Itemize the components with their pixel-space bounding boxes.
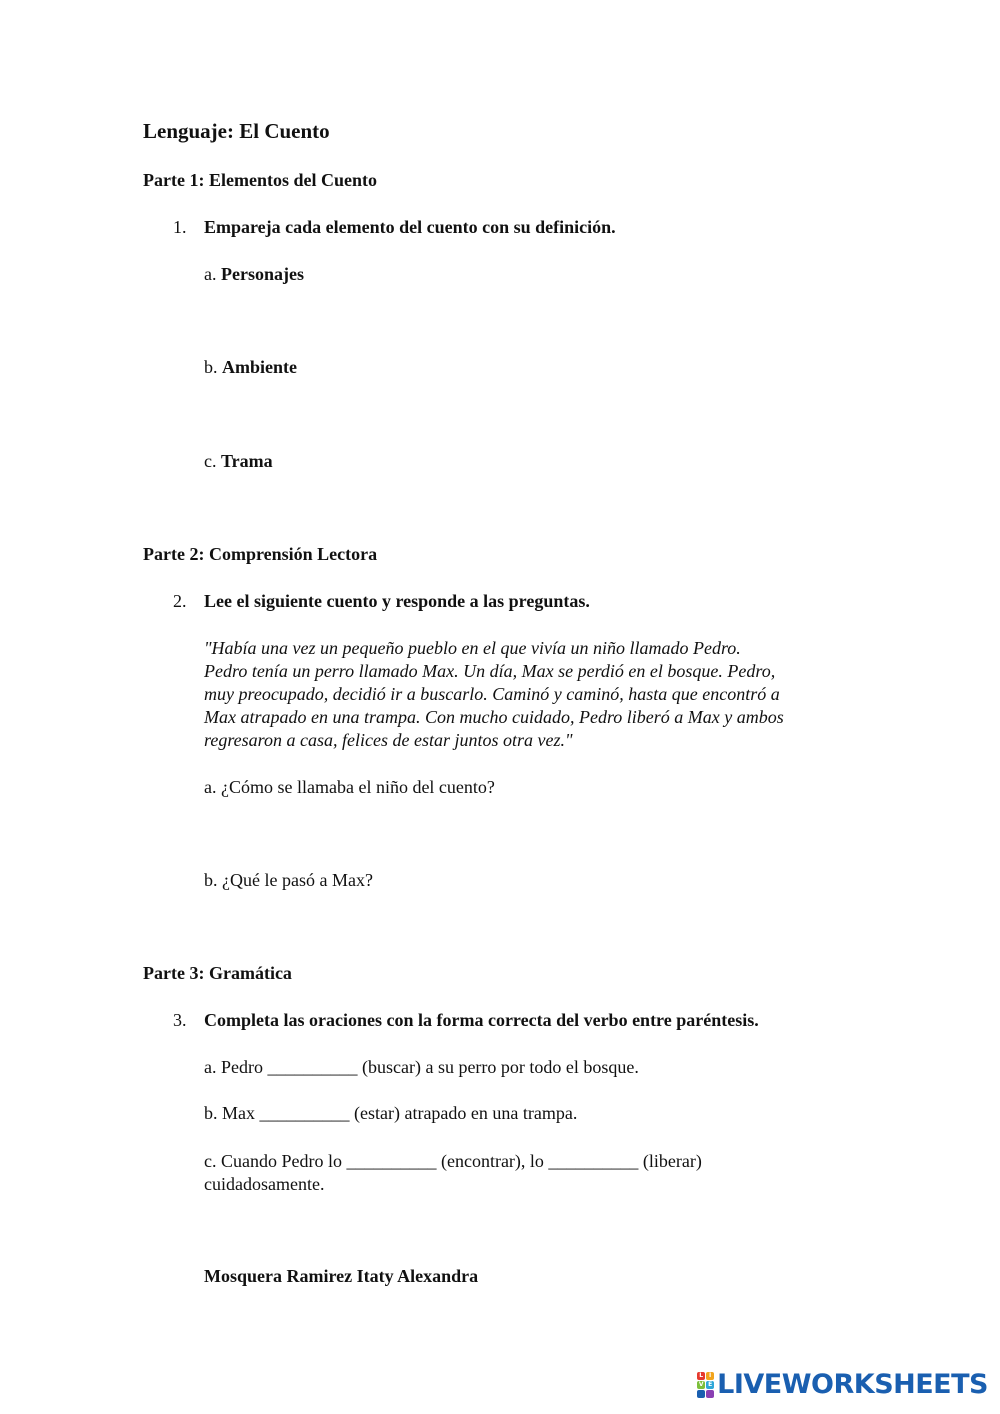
q3-prompt: Completa las oraciones con la forma correcta del verbo entre paréntesis. — [204, 1010, 759, 1030]
logo-mark-cell — [706, 1390, 714, 1398]
q2-prompt: Lee el siguiente cuento y responde a las preguntas. — [204, 591, 590, 611]
part3-heading: Parte 3: Gramática — [143, 963, 292, 983]
q1-item-term: Trama — [221, 451, 273, 471]
q1-item-letter: b. — [204, 357, 218, 377]
story-line: muy preocupado, decidió ir a buscarlo. Caminó y caminó, hasta que encontró a — [204, 684, 780, 704]
q1-number: 1. — [173, 217, 187, 237]
logo-mark-cell: I — [706, 1372, 714, 1380]
logo-text: LIVEWORKSHEETS — [717, 1369, 988, 1400]
q1-item-trama — [204, 451, 273, 472]
q3-sentence-c — [204, 1150, 702, 1196]
q1-prompt: Empareja cada elemento del cuento con su definición. — [204, 217, 616, 237]
q1-item-term: Ambiente — [222, 357, 297, 377]
logo-mark-cell — [697, 1390, 705, 1398]
logo-mark-cell: V — [698, 1380, 704, 1388]
q3-sentence-b: b. Max __________ (estar) atrapado en una trampa. — [204, 1103, 578, 1123]
q2-question-a: a. ¿Cómo se llamaba el niño del cuento? — [204, 777, 495, 797]
author-name: Mosquera Ramirez Itaty Alexandra — [204, 1266, 479, 1286]
q1-item-ambiente — [204, 357, 297, 378]
sentence-line: c. Cuando Pedro lo __________ (encontrar), lo __________ (liberar) — [204, 1151, 702, 1171]
part2-heading: Parte 2: Comprensión Lectora — [143, 544, 378, 564]
liveworksheets-logo — [697, 1369, 988, 1400]
q1-item-letter: c. — [204, 451, 217, 471]
sentence-line: cuidadosamente. — [204, 1174, 325, 1194]
q1-item-term: Personajes — [221, 264, 304, 284]
q3-number: 3. — [173, 1010, 187, 1030]
story-line: Pedro tenía un perro llamado Max. Un día, Max se perdió en el bosque. Pedro, — [204, 661, 776, 681]
logo-mark-cell: E — [708, 1380, 713, 1388]
q1-item-letter: a. — [204, 264, 217, 284]
page-title: Lenguaje: El Cuento — [143, 119, 330, 143]
story-passage — [204, 637, 884, 752]
story-line: "Había una vez un pequeño pueblo en el que vivía un niño llamado Pedro. — [204, 638, 741, 658]
logo-mark-cell: L — [697, 1372, 705, 1380]
q3-sentence-a: a. Pedro __________ (buscar) a su perro por todo el bosque. — [204, 1057, 639, 1077]
story-line: regresaron a casa, felices de estar juntos otra vez." — [204, 730, 573, 750]
part1-heading: Parte 1: Elementos del Cuento — [143, 170, 377, 190]
q2-number: 2. — [173, 591, 187, 611]
story-line: Max atrapado en una trampa. Con mucho cuidado, Pedro liberó a Max y ambos — [204, 707, 784, 727]
logo-mark-icon — [697, 1372, 714, 1398]
q1-item-personajes — [204, 264, 304, 285]
q2-question-b: b. ¿Qué le pasó a Max? — [204, 870, 373, 890]
